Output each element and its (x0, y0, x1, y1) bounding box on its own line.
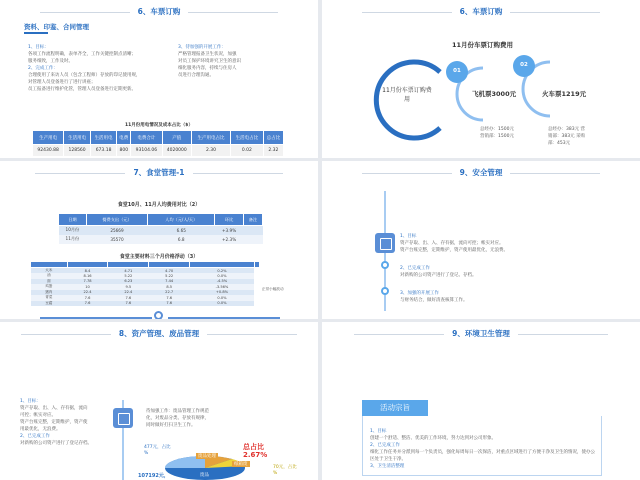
text-line: 员进行合理沟通。 (178, 73, 214, 78)
price-float-table (30, 261, 260, 306)
table-row (31, 301, 260, 307)
table-cell: 生产用电 (33, 131, 64, 145)
table-cell: 6.8 (177, 236, 185, 242)
text-line: 总经办：383元 营 (548, 127, 586, 132)
text-line: 资产存取、出、入、存有据，流向可控；帐实对应。 (400, 241, 504, 246)
slide-1-table-title: 11月份用电情况及成本占比（$） (125, 123, 193, 128)
text-line: 对管理人员登备进行了进行讲座； (28, 80, 96, 85)
table-cell: 128560 (64, 145, 90, 157)
table-cell: 7.6 (125, 301, 132, 306)
text-line: 细化工作任务并分派到每一个负责员，强化每周每日一次保洁，对重点区域进行了方便干净及卫生的情况，使办公区处于卫生干净。 (370, 450, 595, 462)
airfare-amount: 飞机票3000元 (472, 90, 517, 98)
safety-todo (400, 290, 590, 304)
table-cell: 总占比 (263, 131, 283, 145)
price-float-title: 食堂主要材料三个月价格浮动（3） (119, 254, 199, 260)
text-line: 同时做好打扫卫生工作。 (146, 423, 196, 428)
cost-compare-table (58, 213, 263, 244)
table-cell: 5.22 (124, 273, 133, 278)
text-line: 化，对废品分类、存放有规律， (146, 416, 209, 421)
pie-amount-3: 70元，占比 (273, 465, 297, 470)
table-cell: 800 (117, 145, 131, 157)
table-cell: 7.44 (165, 279, 174, 284)
table-cell: 7.6 (84, 295, 91, 300)
text-line: 3、加强的开展工作 (400, 291, 439, 296)
table-cell: 4020000 (162, 145, 191, 157)
table-cell: 22.4 (83, 290, 92, 295)
table-cell (254, 262, 259, 268)
table-cell: 8.16 (83, 273, 92, 278)
slide-3[interactable] (0, 161, 318, 319)
table-cell: 7.6 (84, 301, 91, 306)
table-cell: 猪肉 (45, 289, 53, 294)
table-cell: 生活用电 (64, 131, 90, 145)
text-line: 创建一个舒适、整洁、优美的工作环境，努力达到对公司形象。 (370, 436, 496, 441)
text-line: 营销部：1500元 (480, 134, 514, 139)
asset-icon (375, 233, 395, 253)
table-cell (243, 226, 262, 235)
table-cell: 餐费支出（元） (86, 214, 147, 226)
environment-text (370, 428, 598, 470)
table-cell: 25669 (110, 227, 124, 233)
table-cell: 油 (47, 273, 51, 278)
table-cell: 电费合计 (131, 131, 162, 145)
text-line: 1、目标 (400, 234, 417, 239)
table-cell: 大米 (45, 268, 53, 272)
table-cell: 青菜 (45, 295, 53, 300)
badge-02: 02 (520, 62, 528, 68)
timeline-dot-1 (381, 261, 389, 269)
text-line: 资产台账完整，定期维护，资产使 (20, 420, 88, 425)
table-cell: +3.9% (222, 227, 237, 233)
total-ratio-value: 2.67% (243, 451, 268, 459)
slide-6[interactable] (322, 322, 640, 480)
table-cell: 面 (47, 278, 51, 283)
text-line: 资产存取、出、入、存有据，流向 (20, 406, 88, 411)
heading-underline (24, 32, 48, 34)
table-cell: 8.5 (166, 284, 173, 289)
table-cell: 2.30 (191, 145, 230, 157)
amount-1-text: 477元，占比 (144, 445, 171, 450)
slide-3-title: 7、食堂管理-1 (0, 167, 318, 178)
table-cell: 人均（元/人/天） (148, 214, 215, 226)
slide-1-heading: 资料、印鉴、合同管理 (24, 23, 89, 31)
slide-5[interactable] (0, 322, 318, 480)
text-line: 服务细致，工作及时。 (28, 59, 73, 64)
table-cell: +2.3% (222, 236, 237, 242)
text-line: 2、已完成工作 (370, 443, 400, 448)
table-cell: 7.6 (166, 301, 173, 306)
pie-amount-2: 107192元， (138, 473, 169, 479)
text-line: 销部：383元 采购 (548, 134, 586, 139)
ticket-chart-title: 11月份车票订购费用 (452, 41, 514, 49)
text-line: 2、完成工作： (28, 66, 58, 71)
table-cell (243, 235, 262, 244)
text-line: 与财务结合，做好清查核算工作。 (400, 298, 468, 303)
asset-mgmt-icon (113, 408, 133, 428)
text-line: 2、已完成工作 (400, 266, 430, 271)
pie-label-3: 废品 (200, 473, 209, 478)
text-line: 对新购的公司资产进行了登记、存档。 (400, 273, 477, 278)
table-cell: 0.02 (230, 145, 263, 157)
slide-4[interactable] (322, 161, 640, 319)
table-cell: 10月份 (65, 227, 80, 233)
table-cell: 11月份 (65, 236, 80, 241)
text-line: 对新购的公司资产进行了登记存档。 (20, 441, 92, 446)
text-line: 严格管理报备卫生状况，加强 (178, 52, 237, 57)
slide-4-title: 9、安全管理 (322, 167, 640, 178)
table-cell: 0.0% (217, 295, 227, 300)
safety-goal (400, 233, 590, 254)
pie-amount-3b: % (273, 471, 278, 476)
text-line: 1、目标： (20, 399, 41, 404)
slide-1-right-text (178, 44, 288, 79)
slide-1-left-text (28, 44, 178, 93)
table-cell: 豆腐 (45, 300, 53, 305)
table-cell: 备注 (243, 214, 262, 226)
price-remark: 正常小幅波动 (262, 287, 284, 291)
text-line: 1、目标 (370, 429, 387, 434)
table-row (59, 235, 263, 244)
slide-5-title: 8、资产管理、废品管理 (0, 328, 318, 339)
table-cell: 8.4 (84, 268, 91, 273)
text-line: 待加强工作：废品管理工作规范 (146, 409, 209, 414)
airfare-notes (480, 126, 514, 140)
footer-bar-left (40, 317, 152, 319)
table-cell: 35570 (110, 236, 124, 242)
footer-bar-right (168, 317, 280, 319)
table-cell: 10 (85, 284, 90, 289)
table-row (59, 226, 263, 235)
train-fare-amount: 火车票1219元 (542, 90, 587, 98)
table-cell: 2.32 (263, 145, 283, 157)
text-line: 资产台账完整，定期维护，资产使用最优化，无浪费。 (400, 248, 508, 253)
electricity-table (32, 130, 284, 157)
pie-amount-1 (144, 444, 171, 450)
slide-2-title: 6、车票订购 (322, 6, 640, 17)
text-line: 可控；帐实对应。 (20, 413, 56, 418)
center-label: 11月份车票订购费用 (382, 87, 432, 103)
badge-01: 01 (453, 68, 461, 74)
total-ratio-label: 总占比 (243, 443, 264, 451)
table-cell: 7.78 (83, 279, 92, 284)
table-cell: -3.56% (215, 284, 229, 289)
slide-1[interactable] (0, 0, 318, 158)
text-line: 3、待加强的开展工作： (178, 45, 226, 50)
pie-label-1: 废品处理 (198, 454, 216, 459)
pie-label-2: 纸箱废 (234, 462, 248, 467)
purpose-banner: 活动宗旨 (362, 400, 428, 416)
text-line: 2、已完成工作 (20, 434, 50, 439)
pie-amount-1b: % (144, 451, 149, 456)
slide-1-title: 6、车票订购 (0, 6, 318, 17)
table-cell: 22.4 (124, 290, 133, 295)
table-cell: 673.18 (90, 145, 116, 157)
text-line: 员工报备进行维护化管，管理人员登备进行定期更新。 (28, 87, 136, 92)
text-line: 各项工作流程明确，表单齐全，工作关键控制点清晰； (28, 52, 136, 57)
text-line: 对员工保护环境讲究卫生的意识 (178, 59, 241, 64)
table-cell: 鸡蛋 (45, 284, 53, 289)
text-line: 1、目标： (28, 45, 49, 50)
text-line: 细化服务内容，持续与住房人 (178, 66, 237, 71)
table-cell: 电费 (117, 131, 131, 145)
table-cell: 7.6 (166, 295, 173, 300)
train-fare-notes (548, 126, 585, 147)
table-cell: 6.65 (176, 227, 186, 233)
text-line: 3、卫生清洁整理 (370, 464, 405, 469)
table-cell: 日期 (59, 214, 87, 226)
table-cell: 6.23 (124, 279, 133, 284)
asset-text (20, 398, 110, 447)
table-cell: 92430.88 (33, 145, 64, 157)
table-cell: 9.5 (125, 284, 132, 289)
waste-text (146, 408, 246, 429)
table-cell: 0.2% (217, 268, 227, 273)
table-cell: 7.6 (125, 295, 132, 300)
table-cell: 93104.06 (131, 145, 162, 157)
slide-6-title: 9、环境卫生管理 (322, 328, 640, 339)
table-cell: 产值 (162, 131, 191, 145)
text-line: 用最优化，无浪费。 (20, 427, 61, 432)
text-line: 合理使用了来访人员（包含工程师）存放的印记使用规， (28, 73, 141, 78)
cost-compare-title: 食堂10月、11月人均费用对比（2） (117, 202, 201, 208)
table-cell: +0.8% (215, 290, 229, 295)
timeline-dot-2 (381, 287, 389, 295)
table-cell: 生活用电 (90, 131, 116, 145)
slide-2[interactable] (322, 0, 640, 158)
text-line: 总经办：1500元 (480, 127, 514, 132)
table-cell: 生活电占比 (230, 131, 263, 145)
table-cell: 环比 (215, 214, 244, 226)
table-cell: 生产用电占比 (191, 131, 230, 145)
footer-dot (154, 311, 163, 319)
table-cell: 0.0% (217, 273, 227, 278)
table-cell: 4.70 (165, 268, 174, 273)
table-cell: 22.7 (165, 290, 174, 295)
table-cell: 5.22 (165, 273, 174, 278)
safety-done (400, 265, 590, 279)
text-line: 部：453元 (548, 141, 571, 146)
table-cell: 0.0% (217, 301, 227, 306)
table-cell: -4.5% (216, 279, 228, 284)
table-cell: 4.71 (124, 268, 133, 273)
